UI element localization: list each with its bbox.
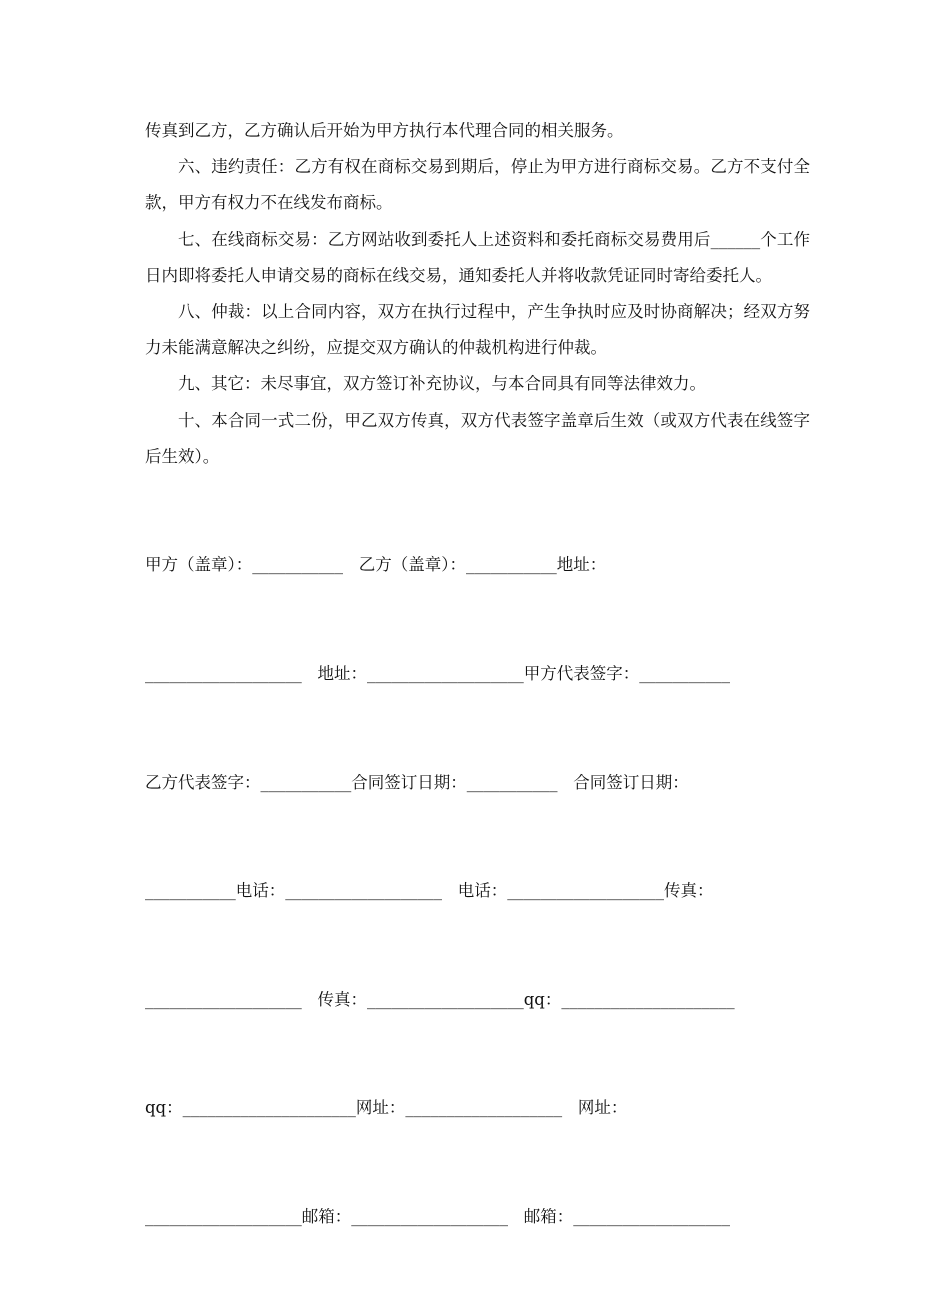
paragraph-breach-liability: 六、违约责任：乙方有权在商标交易到期后，停止为甲方进行商标交易。乙方不支付全款，甲方有权力不在线发布商标。 <box>145 157 810 213</box>
paragraph-copies-effectiveness: 十、本合同一式二份，甲乙双方传真，双方代表签字盖章后生效（或双方代表在线签字后生效）。 <box>145 410 810 466</box>
signature-line: ___________________邮箱：___________________ 邮箱：___________________ <box>145 1207 730 1226</box>
signature-line: ___________________ 传真：___________________qq：_____________________ <box>145 989 735 1009</box>
paragraph-online-trading: 七、在线商标交易：乙方网站收到委托人上述资料和委托商标交易费用后______个工作日内即将委托人申请交易的商标在线交易，通知委托人并将收款凭证同时寄给委托人。 <box>145 229 810 285</box>
paragraph-other-matters: 九、其它：未尽事宜，双方签订补充协议，与本合同具有同等法律效力。 <box>178 374 706 394</box>
signature-line: qq：_____________________网址：___________________ 网址： <box>145 1098 628 1118</box>
signature-line: 乙方代表签字：___________合同签订日期：___________ 合同签订日期： <box>145 772 689 792</box>
paragraph-arbitration: 八、仲裁：以上合同内容，双方在执行过程中，产生争执时应及时协商解决；经双方努力未能满意解决之纠纷，应提交双方确认的仲裁机构进行仲裁。 <box>145 302 810 358</box>
signature-block <box>145 475 810 1308</box>
contract-body <box>145 113 810 1308</box>
signature-line: ___________________ 地址：___________________甲方代表签字：___________ <box>145 664 730 684</box>
paragraph-fax-continuation: 传真到乙方，乙方确认后开始为甲方执行本代理合同的相关服务。 <box>145 121 624 140</box>
signature-line: 甲方（盖章）：___________ 乙方（盖章）：___________地址： <box>145 555 607 575</box>
signature-line: ___________电话：___________________ 电话：___________________传真： <box>145 881 714 901</box>
